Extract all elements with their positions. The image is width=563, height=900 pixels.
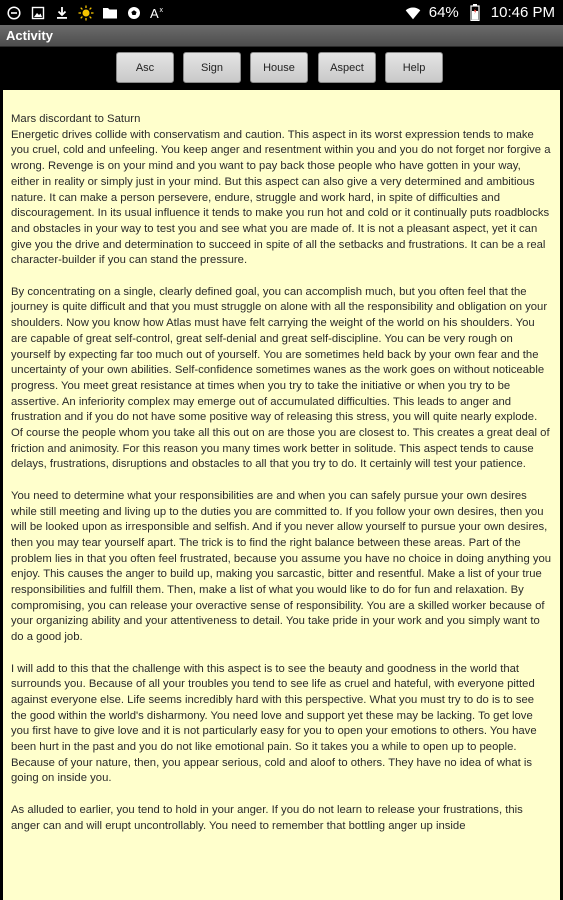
paragraph-1: Mars discordant to Saturn Energetic drives collide with conservatism and caution. This aspect in its worst expression tends to make you cruel, cold and unfeeling. You keep anger and resentment within you and you do not forget nor forgive a wrong. Revenge is on your mind and you want to pay back those people who have gotten in your way, either in reality or simply just in your mind. But this aspect can also give a very determined and ambitious nature. It can make a person persevere, endure, struggle and work hard, in spite of difficulties and discouragement. In its usual influence it tends to make you run hot and cold or it continually puts roadblocks and obstacles in your way to test you and see what you are made of. It is not a pleasant aspect, yet it can give you the drive and determination to succeed in spite of all the setbacks and frustrations. It can be a real character-builder if you can stand the pressure.	[11, 113, 551, 267]
notification-icons	[6, 5, 166, 21]
clock: 10:46 PM	[490, 4, 555, 21]
battery-percent: 64%	[428, 4, 459, 21]
aspect-button[interactable]: Aspect	[318, 52, 376, 83]
battery-icon	[467, 5, 483, 21]
paragraph-3: You need to determine what your responsibilities are and when you can safely pursue your own desires while still meeting and living up to the duties you are committed to. If you follow your own desires, then you will be looked upon as irresponsible and selfish. And if you never allow yourself to pursue your own desires, then you may tear yourself apart. The trick is to find the right balance between these areas. Part of the problem lies in that you often feel frustrated, because you assume you have no choice in doing anything you enjoy. This causes the anger to build up, making you sarcastic, bitter and resentful. Make a list of your true responsibilities and fulfill them. Then, make a list of what you would like to do for fun and relaxation. By compromising, you can release your overactive sense of responsibility. You are a skilled worker because of your organizing ability and your attentiveness to detail. You take pride in your work and you simply want to do a good job.	[11, 489, 552, 644]
interpretation-text-panel[interactable]	[3, 90, 560, 900]
toolbar	[0, 47, 563, 89]
asc-button[interactable]: Asc	[116, 52, 174, 83]
sun-icon	[78, 5, 94, 21]
paragraph-5: As alluded to earlier, you tend to hold in your anger. If you do not learn to release your frustrations, this anger can and will erupt uncontrollably. You need to remember that bottling anger up inside	[11, 803, 523, 832]
font-size-icon	[150, 5, 166, 21]
sign-button[interactable]: Sign	[183, 52, 241, 83]
download-icon	[54, 5, 70, 21]
help-button[interactable]: Help	[385, 52, 443, 83]
paragraph-2: By concentrating on a single, clearly defined goal, you can accomplish much, but you often feel that the journey is quite difficult and that you must struggle on alone with all the responsibility and obligation on your shoulders. Now you know how Atlas must have felt carrying the weight of the world on his shoulders. You are capable of great self-control, great self-denial and great self-discipline. You can be very rough on yourself by expecting far too much out of yourself. You are sometimes held back by your own fear and the uncertainty of your own abilities. Self-confidence sometimes wanes as the work goes on without noticeable progress. You meet great resistance at times when you try to take the initiative or when you try to be assertive. An inferiority complex may emerge out of accumulated difficulties. This leads to anger and frustration and if you do not have some positive way of releasing this stress, you will quite nearly explode. Of course the people whom you take all this out on are those you are closest to. This creates a great deal of friction and animosity. For this reason you many times work better in solitude. This aspect tends to cause delays, frustrations, disruptions and obstacles to all that you try to do. It certainly will test your patience.	[11, 285, 550, 471]
folder-icon	[102, 5, 118, 21]
activity-title-bar	[0, 25, 563, 47]
house-button[interactable]: House	[250, 52, 308, 83]
image-icon	[30, 5, 46, 21]
soccer-ball-icon	[126, 5, 142, 21]
wifi-icon	[405, 5, 421, 21]
system-status	[405, 4, 555, 21]
svg-text:x: x	[159, 6, 163, 14]
svg-text:A: A	[150, 5, 159, 20]
minus-circle-icon	[6, 5, 22, 21]
activity-title: Activity	[6, 28, 53, 43]
paragraph-4: I will add to this that the challenge with this aspect is to see the beauty and goodness in the world that surrounds you. Because of all your troubles you tend to see life as cruel and hateful, with everyone pitted against everyone else. Life seems incredibly hard with this perspective. What you must try to do is to see the good within the world's disharmony. You need love and support yet these may be lacking. To get love you first have to give love and it is not particularly easy for you to open your emotions to others. You have been hurt in the past and you do not like emotional pain. So it takes you a while to open up to people. Because of your nature, then, you appear serious, cold and aloof to others. They have no idea of what is going on inside you.	[11, 662, 537, 785]
status-bar	[0, 0, 563, 25]
